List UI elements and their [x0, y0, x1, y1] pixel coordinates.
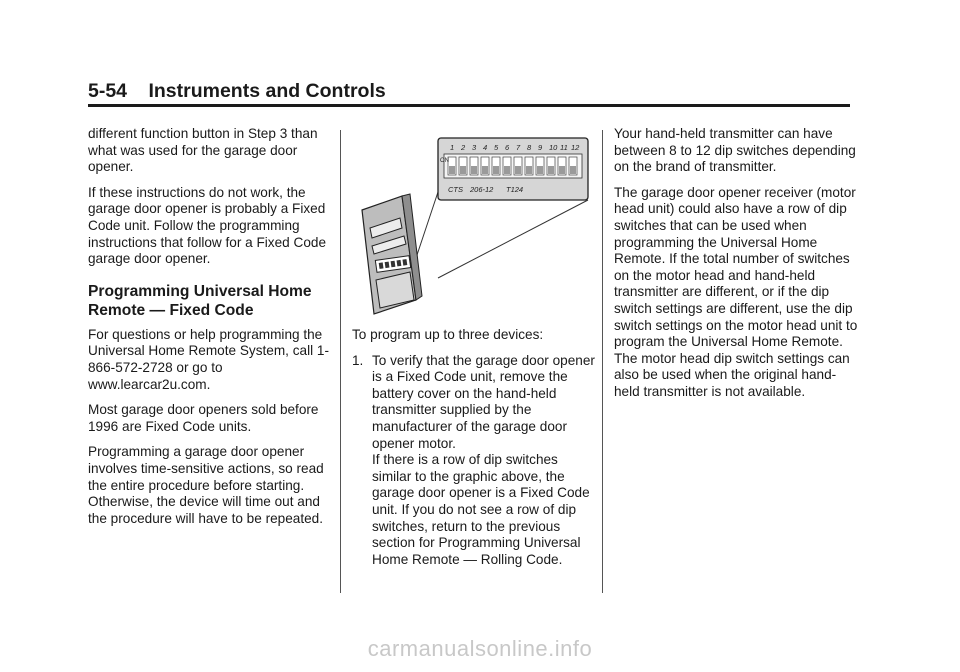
- paragraph: Most garage door openers sold before 1996 are Fixed Code units.: [88, 402, 319, 434]
- dip-switch-knob: [515, 166, 521, 174]
- column-3: [614, 126, 858, 410]
- step-1: [352, 353, 596, 569]
- watermark: carmanualsonline.info: [367, 636, 593, 661]
- switch-number: 7: [516, 143, 521, 152]
- column-divider-2: [602, 130, 603, 593]
- switch-number: 3: [472, 143, 477, 152]
- dip-switch-knob: [471, 166, 477, 174]
- switch-number: 9: [538, 143, 543, 152]
- dip-switch-knob: [548, 166, 554, 174]
- switch-number: 5: [494, 143, 499, 152]
- on-label: ON: [440, 158, 449, 164]
- section-title: Instruments and Controls: [148, 80, 386, 102]
- label-model: 206-12: [470, 185, 494, 194]
- column-2: [352, 327, 596, 568]
- dip-switch-knob: [460, 166, 466, 174]
- paragraph: For questions or help programming the Universal Home Remote System, call 1-866-572-2728 or go to www.learcar2u.com.: [88, 326, 329, 392]
- switch-number: 2: [461, 143, 466, 152]
- paragraph: different function button in Step 3 than what was used for the garage door opener.: [88, 126, 318, 175]
- section-heading: Programming Universal Home Remote — Fixed Code: [88, 282, 312, 320]
- dip-switch-illustration: [356, 132, 592, 316]
- dip-switch-knob: [559, 166, 565, 174]
- paragraph: Programming a garage door opener involves time-sensitive actions, so read the entire procedure before starting. Otherwise, the device will time out and the procedure will have to be repeated.: [88, 444, 324, 526]
- switch-number: 12: [571, 143, 580, 152]
- dip-switch-knob: [537, 166, 543, 174]
- transmitter-icon: [362, 194, 422, 314]
- dip-switch-knob: [449, 166, 455, 174]
- page-number: 5-54: [88, 80, 128, 102]
- dip-switch-block: [438, 138, 588, 200]
- label-code: T124: [506, 185, 524, 194]
- switch-number: 11: [560, 143, 568, 152]
- dip-switch-knob: [482, 166, 488, 174]
- dip-switch-knob: [493, 166, 499, 174]
- switch-number: 10: [549, 143, 558, 152]
- switch-number: 6: [505, 143, 510, 152]
- dip-switch-knob: [504, 166, 510, 174]
- dip-switch-knob: [526, 166, 532, 174]
- column-1: [88, 126, 332, 536]
- header-rule: [88, 104, 850, 107]
- dip-switch-knob: [570, 166, 576, 174]
- switch-number: 4: [483, 143, 488, 152]
- paragraph: Your hand-held transmitter can have between 8 to 12 dip switches depending on the brand of transmitter.: [614, 126, 856, 175]
- step-text: To verify that the garage door opener is a Fixed Code unit, remove the battery cover on the hand-held transmitter supplied by the manufacturer of the garage door opener motor.: [372, 352, 595, 451]
- paragraph: The garage door opener receiver (motor head unit) could also have a row of dip switches that can be used when programming the Universal Home Remote. If the total number of switches on the motor head and hand-held transmitter are different, or if the dip switch settings are different, use the dip switch settings on the motor head unit to program the Universal Home Remote. The motor head dip switch settings can also be used when the original hand-held transmitter is not available.: [614, 184, 858, 399]
- step-text: If there is a row of dip switches similar to the graphic above, the garage door opener is a Fixed Code unit. If you do not see a row of dip switches, return to the previous section for Programming Universal Home Remote — Rolling Code.: [372, 452, 590, 567]
- column-divider-1: [340, 130, 341, 593]
- step-number: 1.: [352, 352, 364, 368]
- label-cts: CTS: [448, 185, 463, 194]
- paragraph: If these instructions do not work, the garage door opener is probably a Fixed Code unit. Follow the programming instructions that follow for a Fixed Code garage door opener.: [88, 184, 327, 267]
- switch-number: 1: [450, 143, 455, 152]
- page-header: [88, 80, 386, 103]
- switch-number: 8: [527, 143, 532, 152]
- paragraph: To program up to three devices:: [352, 327, 544, 342]
